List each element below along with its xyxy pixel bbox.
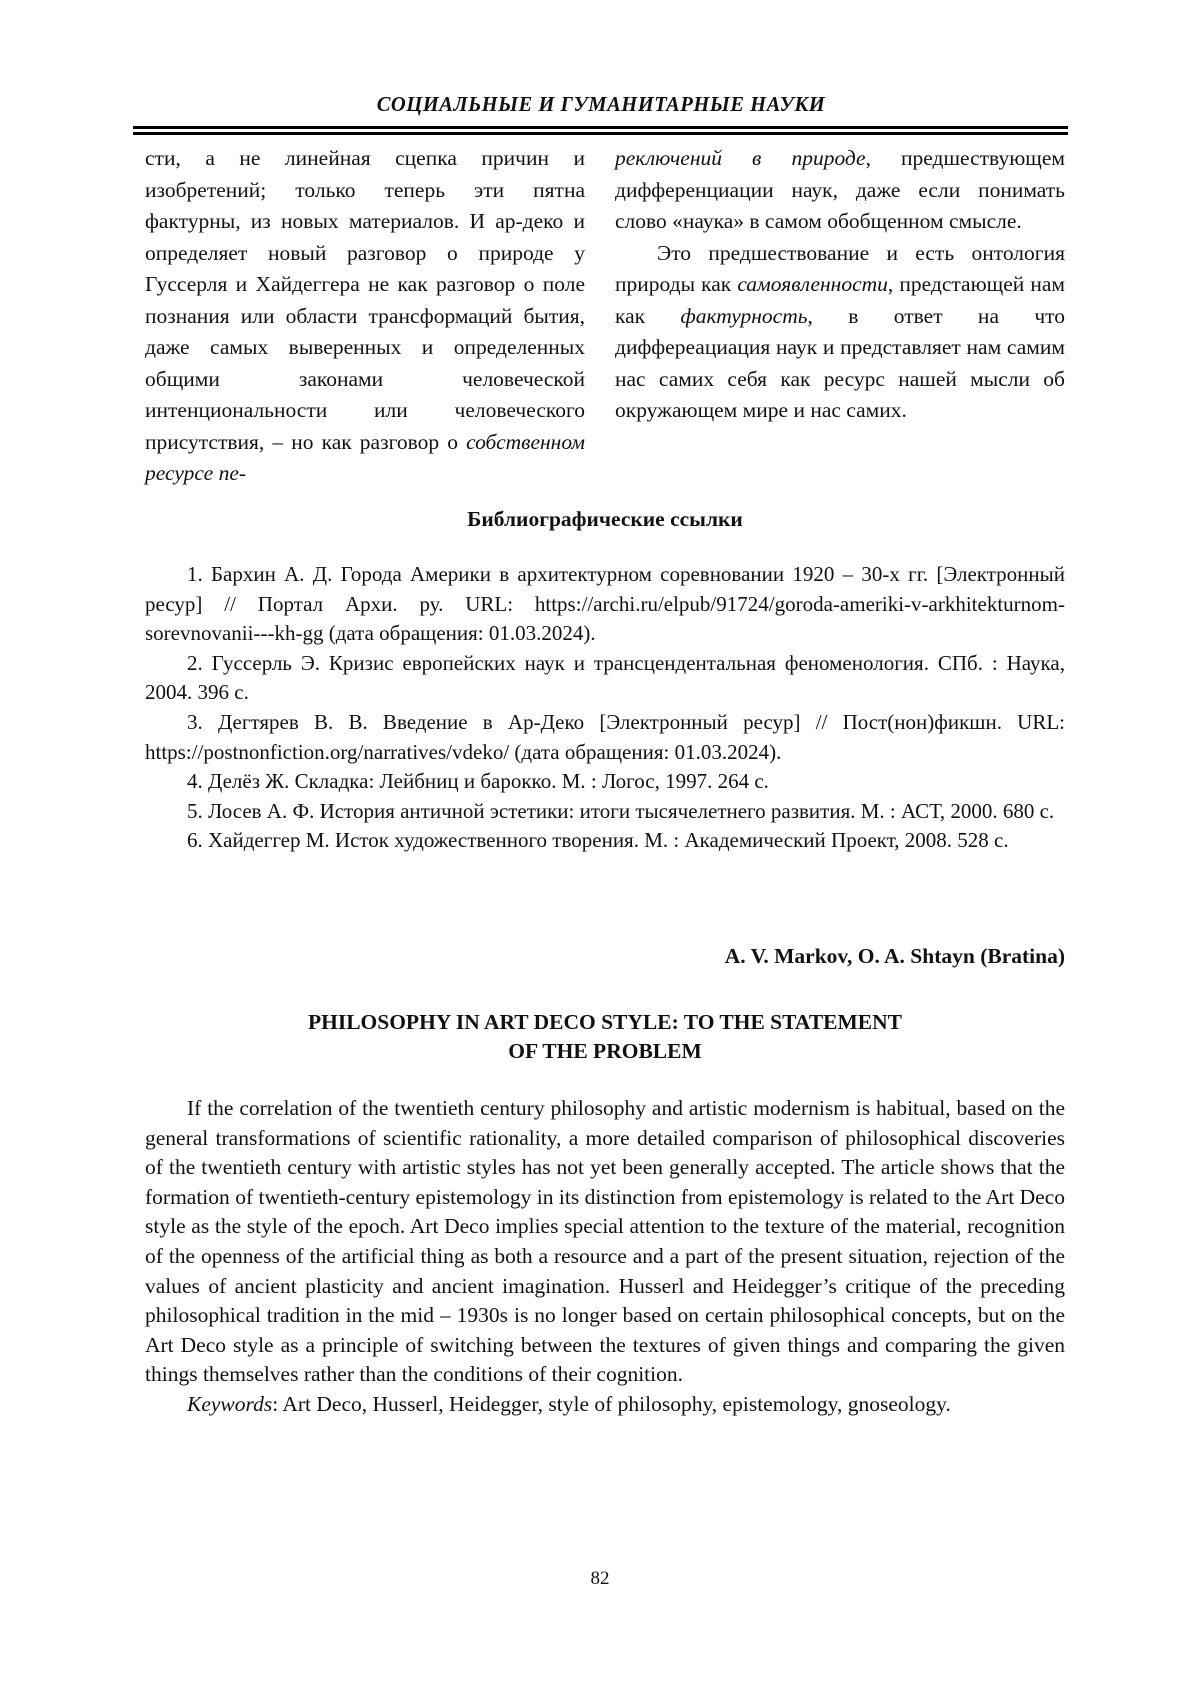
reference-item: 6. Хайдеггер М. Исток художественного творения. М. : Академический Проект, 2008. 528 с. — [187, 828, 1009, 853]
right-paragraph-2-text-a: Это предшествование и есть онтология природы как — [615, 240, 1065, 296]
english-authors: A. V. Markov, O. A. Shtayn (Bratina) — [724, 944, 1065, 968]
reference-item: 5. Лосев А. Ф. История античной эстетики: итоги тысячелетнего развития. М. : АСТ, 2000. 680 с. — [187, 798, 1055, 823]
header-double-rule — [133, 126, 1068, 136]
abstract-paragraph: If the correlation of the twentieth century philosophy and artistic modernism is habitual, based on the general transformations of scientific rationality, a more detailed comparison of philosophical discoveries of the twentieth century with artistic styles has not yet been generally accepted. The article shows that the formation of twentieth-century epistemology in its distinction from epistemology is related to the Art Deco style as the style of the epoch. Art Deco implies special attention to the texture of the material, recognition of the openness of the artificial thing as both a resource and a part of the present situation, rejection of the values of ancient plasticity and ancient imagination. Husserl and Heidegger’s critique of the preceding philosophical tradition in the mid – 1930s is no longer based on certain philosophical concepts, but on the Art Deco style as a principle of switching between the textures of given things and comparing the given things themselves rather than the conditions of their cognition. — [145, 1096, 1065, 1387]
reference-item: 2. Гуссерль Э. Кризис европейских наук и трансцендентальная феноменология. СПб. : Наука, 2004. 396 с. — [145, 650, 1065, 705]
two-column-body — [145, 143, 1065, 483]
left-column-paragraph — [145, 143, 585, 490]
right-column-paragraph-1 — [615, 143, 1065, 238]
running-head: СОЦИАЛЬНЫЕ И ГУМАНИТАРНЫЕ НАУКИ — [376, 92, 826, 116]
right-paragraph-2-text-c: , в ответ на что диффереациация наук и представляет нам самим нас самих себя как ресурс нашей мысли об окружающем мире и нас самих. — [615, 303, 1066, 422]
left-paragraph-text: сти, а не линейная сцепка причин и изобретений; только теперь эти пятна фактурны, из новых материалов. И ар-деко и определяет новый разговор о природе у Гуссерля и Хайдеггера не как разговор о поле познания или области трансформаций бытия, даже самых выверенных и определенных общими законами человеческой интенциональности или человеческого присутствия, – но как разговор о — [145, 146, 585, 454]
english-abstract — [145, 1094, 1065, 1420]
right-paragraph-2-text-b: , предстающей нам как — [615, 272, 1065, 328]
right-paragraph-2-italic-1: самоявленности — [737, 272, 888, 296]
left-column — [145, 143, 585, 490]
right-paragraph-1-text: , предшествующем дифференциации наук, даже если понимать слово «наука» в самом обобщенном смысле. — [615, 146, 1065, 233]
right-paragraph-2-italic-2: фактурность — [680, 303, 808, 328]
right-column-paragraph-2 — [615, 238, 1065, 427]
header-rule-bottom — [133, 132, 1068, 135]
keywords-text: : Art Deco, Husserl, Heidegger, style of philosophy, epistemology, gnoseology. — [272, 1391, 951, 1416]
right-column — [615, 143, 1065, 427]
title-line-1: PHILOSOPHY IN ART DECO STYLE: TO THE STATEMENT — [307, 1010, 903, 1034]
title-line-2: OF THE PROBLEM — [508, 1039, 702, 1063]
reference-item: 3. Дегтярев В. В. Введение в Ар-Деко [Электронный ресур] // Пост(нон)фикшн. URL: https://postnonfiction.org/narratives/vdeko/ (дата обращения: 01.03.2024). — [145, 709, 1065, 764]
keywords-label: Keywords — [187, 1391, 273, 1416]
left-paragraph-italic: собственном ресурсе пе- — [145, 429, 585, 485]
english-article-title — [145, 1008, 1065, 1066]
right-paragraph-1-italic: реключений в природе — [615, 146, 866, 170]
page-number: 82 — [590, 1568, 610, 1589]
keywords-paragraph — [145, 1390, 1065, 1420]
reference-item: 1. Бархин А. Д. Города Америки в архитектурном соревновании 1920 – 30-х гг. [Электронный ресур] // Портал Архи. ру. URL: https://archi.ru/elpub/91724/goroda-ameriki-v-arkhitekturnom-sorevnovanii---kh-gg (дата обращения: 01.03.2024). — [145, 562, 1065, 646]
reference-item: 4. Делёз Ж. Складка: Лейбниц и барокко. М. : Логос, 1997. 264 с. — [187, 769, 769, 794]
references-heading: Библиографические ссылки — [467, 507, 743, 531]
header-rule-top — [133, 126, 1068, 129]
references-list — [145, 560, 1065, 856]
